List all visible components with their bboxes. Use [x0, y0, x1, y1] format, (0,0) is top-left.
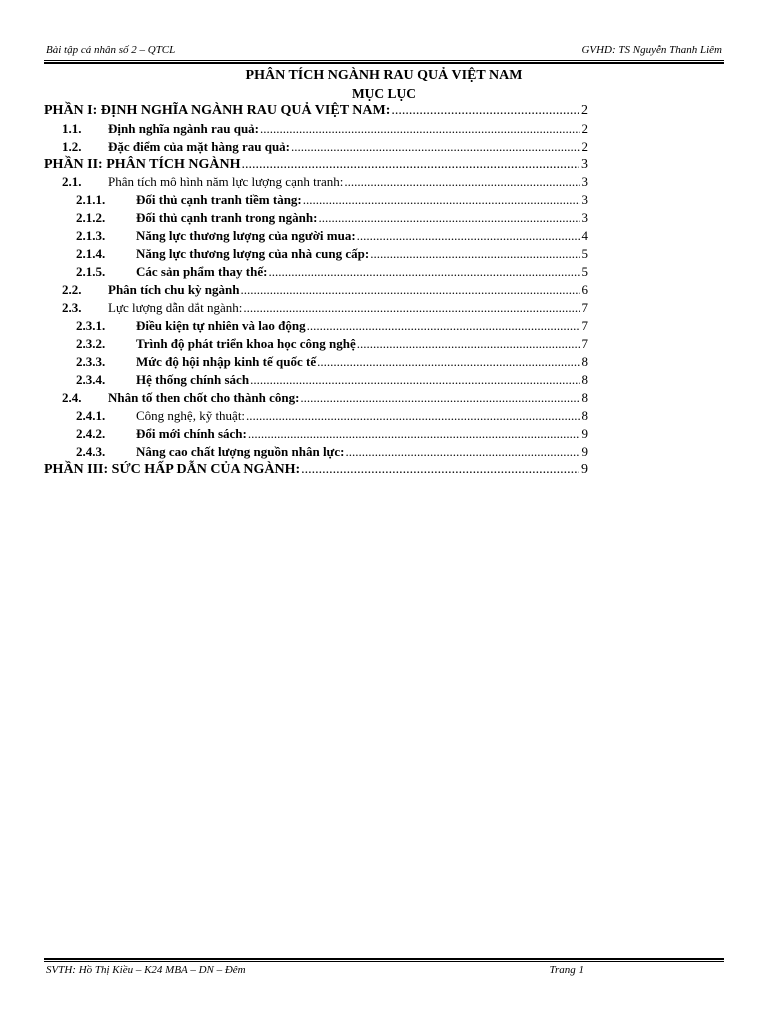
toc-entry-page: 5 — [581, 264, 588, 279]
toc-entry-page: 7 — [581, 336, 588, 351]
toc-leader-dots — [260, 121, 579, 137]
toc-entry-text: Đối thủ cạnh tranh tiềm tàng: — [136, 192, 302, 207]
header-course: Bài tập cá nhân số 2 – QTCL — [46, 44, 176, 56]
toc-entry-number: 2.1.2. — [76, 210, 106, 225]
toc-leader-dots — [250, 372, 579, 388]
toc-leader-dots — [303, 192, 580, 208]
toc-entry-2-1-3[interactable] — [44, 228, 588, 246]
toc-entry-2-1[interactable] — [44, 174, 588, 192]
toc-entry-page: 3 — [581, 192, 588, 207]
toc-leader-dots — [242, 157, 579, 173]
toc-leader-dots — [241, 282, 580, 298]
toc-leader-dots — [246, 408, 579, 424]
toc-entry-number: 2.3.2. — [76, 336, 106, 351]
toc-entry-text: Công nghệ, kỹ thuật: — [136, 408, 246, 423]
toc-entry-number: 1.2. — [62, 138, 82, 154]
toc-leader-dots — [357, 228, 580, 244]
toc-entry-text: Nhân tố then chốt cho thành công: — [108, 390, 300, 405]
toc-entry-page: 7 — [581, 300, 588, 315]
toc-entry-page: 2 — [581, 138, 588, 154]
toc-entry-text: Trình độ phát triển khoa học công nghệ — [136, 336, 356, 351]
toc-entry-part-1[interactable] — [44, 103, 588, 121]
toc-entry-2-4[interactable] — [44, 390, 588, 408]
toc-leader-dots — [344, 174, 579, 190]
toc-entry-text: Điều kiện tự nhiên và lao động — [136, 318, 306, 333]
toc-entry-2-3-2[interactable] — [44, 336, 588, 354]
toc-entry-text: Năng lực thương lượng của người mua: — [136, 228, 356, 243]
toc-entry-2-1-5[interactable] — [44, 264, 588, 282]
toc-heading: MỤC LỤC — [351, 86, 417, 101]
toc-entry-2-1-2[interactable] — [44, 210, 588, 228]
toc-entry-number: 2.4. — [62, 390, 82, 405]
toc-leader-dots — [318, 210, 579, 226]
toc-entry-number: 2.1.1. — [76, 192, 106, 207]
toc-leader-dots — [307, 318, 580, 334]
toc-entry-text: Đổi mới chính sách: — [136, 426, 247, 441]
toc-leader-dots — [248, 426, 580, 442]
toc-entry-page: 8 — [581, 390, 588, 405]
toc-leader-dots — [391, 103, 579, 119]
toc-entry-number: 2.4.1. — [76, 408, 106, 423]
toc-entry-number: 1.1. — [62, 120, 82, 136]
toc-entry-number: 2.3.4. — [76, 372, 106, 387]
toc-entry-2-2[interactable] — [44, 282, 588, 300]
toc-entry-part-2[interactable] — [44, 157, 588, 175]
toc-leader-dots — [301, 462, 579, 478]
toc-entry-number: 2.3. — [62, 300, 82, 315]
toc-entry-text: Đối thủ cạnh tranh trong ngành: — [136, 210, 318, 225]
document-title: PHÂN TÍCH NGÀNH RAU QUẢ VIỆT NAM — [245, 68, 523, 83]
toc-entry-2-3-4[interactable] — [44, 372, 588, 390]
toc-entry-part-3[interactable] — [44, 462, 588, 480]
header-instructor: GVHD: TS Nguyễn Thanh Liêm — [581, 44, 722, 56]
toc-entry-page: 9 — [581, 462, 588, 477]
toc-entry-number: 2.4.2. — [76, 426, 106, 441]
toc-entry-1-1[interactable] — [44, 121, 588, 139]
toc-entry-text: Đặc điểm của mặt hàng rau quả: — [108, 138, 291, 154]
toc-entry-2-3[interactable] — [44, 300, 588, 318]
toc-entry-text: Nâng cao chất lượng nguồn nhân lực: — [136, 444, 345, 459]
toc-entry-2-1-1[interactable] — [44, 192, 588, 210]
toc-entry-text: PHẦN II: PHÂN TÍCH NGÀNH — [44, 156, 241, 172]
toc-entry-text: PHẦN I: ĐỊNH NGHĨA NGÀNH RAU QUẢ VIỆT NAM: — [44, 103, 391, 118]
toc-entry-number: 2.1.5. — [76, 264, 106, 279]
toc-entry-page: 8 — [581, 354, 588, 369]
toc-leader-dots — [291, 139, 579, 155]
toc-entry-number: 2.2. — [62, 282, 82, 297]
footer-student: SVTH: Hồ Thị Kiều – K24 MBA – DN – Đêm — [46, 964, 246, 976]
toc-entry-text: Hệ thống chính sách — [136, 372, 250, 387]
toc-entry-2-3-1[interactable] — [44, 318, 588, 336]
toc-entry-2-4-1[interactable] — [44, 408, 588, 426]
toc-entry-text: Phân tích mô hình năm lực lượng cạnh tranh: — [108, 174, 344, 189]
toc-leader-dots — [345, 444, 579, 460]
toc-leader-dots — [317, 354, 579, 370]
toc-entry-page: 2 — [581, 120, 588, 136]
header-divider — [44, 60, 724, 64]
toc-entry-2-3-3[interactable] — [44, 354, 588, 372]
footer-page-number: Trang 1 — [549, 964, 584, 976]
toc-entry-page: 4 — [581, 228, 588, 243]
toc-entry-page: 8 — [581, 408, 588, 423]
toc-entry-page: 3 — [581, 174, 588, 189]
table-of-contents — [44, 103, 588, 480]
toc-entry-number: 2.1.3. — [76, 228, 106, 243]
toc-entry-number: 2.1.4. — [76, 246, 106, 261]
toc-entry-2-1-4[interactable] — [44, 246, 588, 264]
toc-entry-text: Lực lượng dẫn dắt ngành: — [108, 300, 243, 315]
toc-entry-text: Phân tích chu kỳ ngành — [108, 282, 240, 297]
toc-entry-page: 6 — [581, 282, 588, 297]
toc-entry-page: 9 — [581, 444, 588, 459]
toc-entry-text: Năng lực thương lượng của nhà cung cấp: — [136, 246, 370, 261]
toc-entry-1-2[interactable] — [44, 139, 588, 157]
toc-entry-page: 3 — [581, 210, 588, 225]
toc-entry-page: 2 — [581, 103, 588, 118]
toc-entry-text: Định nghĩa ngành rau quả: — [108, 120, 260, 136]
toc-entry-number: 2.1. — [62, 174, 82, 189]
toc-entry-page: 3 — [581, 156, 588, 172]
toc-entry-text: PHẦN III: SỨC HẤP DẪN CỦA NGÀNH: — [44, 462, 301, 477]
toc-entry-number: 2.3.3. — [76, 354, 106, 369]
toc-entry-2-4-2[interactable] — [44, 426, 588, 444]
toc-entry-2-4-3[interactable] — [44, 444, 588, 462]
page-footer — [44, 964, 724, 982]
toc-entry-text: Các sản phẩm thay thế: — [136, 264, 268, 279]
toc-entry-number: 2.3.1. — [76, 318, 106, 333]
toc-entry-page: 8 — [581, 372, 588, 387]
toc-entry-page: 5 — [581, 246, 588, 261]
toc-entry-page: 9 — [581, 426, 588, 441]
toc-entry-text: Mức độ hội nhập kinh tế quốc tế — [136, 354, 317, 369]
toc-leader-dots — [300, 390, 579, 406]
toc-leader-dots — [370, 246, 579, 262]
toc-leader-dots — [243, 300, 579, 316]
toc-entry-page: 7 — [581, 318, 588, 333]
toc-leader-dots — [268, 264, 579, 280]
toc-leader-dots — [357, 336, 580, 352]
footer-divider — [44, 958, 724, 962]
toc-entry-number: 2.4.3. — [76, 444, 106, 459]
